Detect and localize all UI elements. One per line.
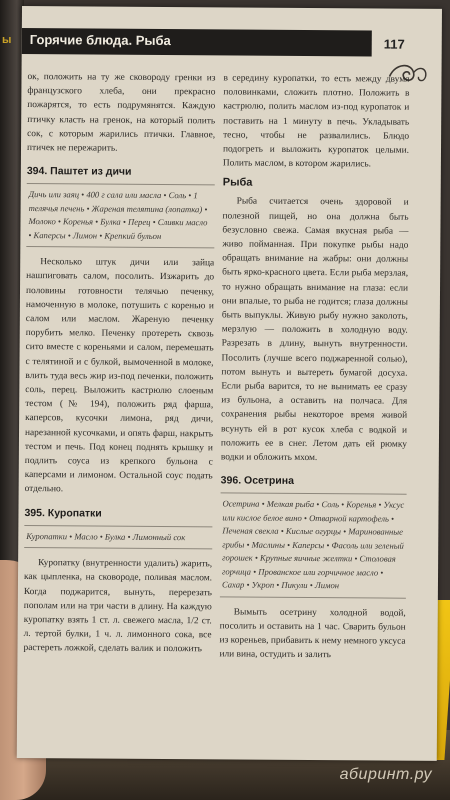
right-column (219, 71, 409, 667)
fish-paragraph: Рыба считается очень здоровой и полезной пищей, но она должна быть безусловно свежа. Самая вкусная рыба — живо пойманная. При покупке рыбы надо обращать внимание на жабры: они должны быть ярко-красного цвета. Если рыба мерзлая, то нужно обращать внимание на глаза: если они впалые, то рыба не годится; глаза должны быть выпуклы. Живую рыбу нужно заколоть, мерзлую — положить в холодную воду. Разрезать в длину, вынуть внутренности. Посолить (лучше всего поджаренной солью), потом вынуть и вытереть бумагой досуха. Если рыба варится, то не вынимать ее сразу из бульона, а оставить на полчаса. Для сохранения рыбы некоторое время живой всунуть ей в рот кусок хлеба с водкой и положить ее в снег. Летом дать ей рюмку водки и обложить мхом. (220, 196, 409, 464)
adjacent-page-label: ы (2, 34, 12, 46)
ingredients-list: Дичь или заяц • 400 г сала или масла • Соль • 1 телячья печень • Жареная телятина (лопатка) • Молоко • Коренья • Булка • Перец • Сливки масло • Каперсы • Лимон • Крепкий бульон (26, 183, 214, 248)
left-column (23, 70, 215, 661)
recipe-title: 395. Куропатки (24, 506, 102, 520)
ingredients-list: Куропатки • Масло • Булка • Лимонный сок (24, 525, 212, 550)
recipe-body: Несколько штук дичи или зайца нашпиговать салом, посолить. Изжарить до половины готовности телячью печенку, намоченную в молоке, потушить с коренью и салом или маслом. Жареную печенку порубить мелко. Печенку протереть сквозь сито вместе с кореньями и салом, перемешать с телятиной и с булкой, вымоченной в молоке, влить туда весь жир из-под печенки, положить соль, перец. Выложить кастрюлю слоеным тестом (№ 194), положить ряд фарша, каперсов, кусочки лимона, ряд дичи, нарезанной кусочками, и опять фарш, накрыть тестом и печь. Под конец поднять крышку и подлить соуса из крепкого бульона с каперсами и лимоном. Остальной соус подать отдельно. (24, 257, 215, 495)
running-header (22, 28, 372, 56)
recipe-title: 394. Паштет из дичи (26, 165, 132, 178)
continuation-paragraph: в середину куропатки, то есть между двумя половинками, сложить плотно. Положить в кастрюлю, полить маслом из-под куропаток и поставить на 1 минуту в печь. Укладывать тесно, чтобы не развалились. Блюдо подогреть и выложить куропаток целыми. Полить маслом, в котором жарились. (222, 73, 410, 170)
recipe-395 (23, 507, 212, 657)
recipe-394 (25, 165, 215, 498)
header-title: Горячие блюда. Рыба (29, 32, 171, 49)
book-page (17, 6, 442, 761)
page-number: 117 (383, 36, 405, 52)
recipe-body: Куропатку (внутренности удалить) жарить, как цыпленка, на сковороде, поливая маслом. Когда поджарится, вынуть, перерезать пополам или на три части в длину. На каждую куропатку взять 1 ст. л. свежего масла, 1/2 ст. л. тертой булки, 1 ч. л. лимонного сока, все растереть ложкой, сделать валик и положить (23, 558, 213, 655)
ingredients-list: Осетрина • Мелкая рыба • Соль • Коренья • Уксус или кислое белое вино • Отварной картофель • Печеная свекла • Кислые огурцы • Маринованные грибы • Маслины • Каперсы • Фасоль или зеленый горошек • Крупные яичные желтки • Столовая горчица • Прованское или горчичное масло • Сахар • Укроп • Пикули • Лимон (220, 493, 407, 599)
section-title: Рыба (222, 176, 253, 190)
watermark-text: абиринт.ру (339, 766, 432, 783)
recipe-title: 396. Осетрина (220, 474, 294, 488)
intro-paragraph: ок, положить на ту же сковороду гренки из французского хлеба, они прекрасно пожарятся, то есть подрумянятся. Каждую птичку класть на гренок, на который полить сок, с которым жарились птички. Главное, птичек не пережарить. (26, 72, 216, 154)
recipe-396 (219, 475, 406, 664)
recipe-body: Вымыть осетрину холодной водой, посолить и оставить на 1 час. Сварить бульон из кореньев, прибавить к нему немного уксуса или вина, остудить и залить (219, 607, 406, 661)
